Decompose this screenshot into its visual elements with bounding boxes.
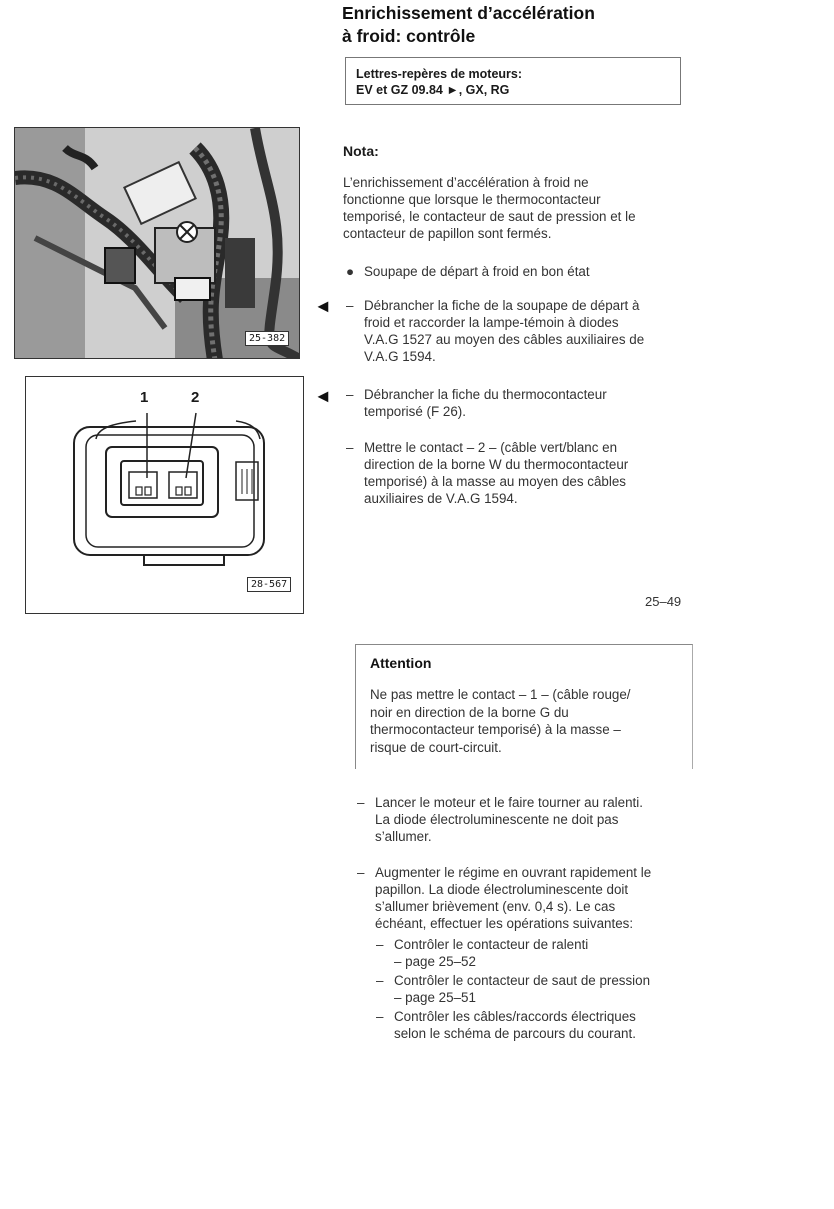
- list-item-line: Débrancher la fiche du thermocontacteur: [364, 387, 607, 402]
- list-item-line: Soupape de départ à froid en bon état: [364, 264, 590, 279]
- list-item-text: [394, 972, 650, 1006]
- title-line-1: Enrichissement d’accélération: [342, 3, 595, 23]
- nota-line: L’enrichissement d’accélération à froid ne: [343, 175, 589, 190]
- connector-reference: 28-567: [247, 577, 291, 592]
- page-title: [342, 2, 595, 48]
- dash-marker: –: [376, 937, 384, 952]
- page-reference: – page 25–52: [394, 954, 476, 969]
- list-item-line: s’allumer brièvement (env. 0,4 s). Le cas: [375, 899, 616, 914]
- list-item-text: [394, 936, 588, 970]
- list-item-line: Lancer le moteur et le faire tourner au ralenti.: [375, 795, 643, 810]
- list-item-line: Mettre le contact – 2 – (câble vert/blanc en: [364, 440, 618, 455]
- list-item-line: Augmenter le régime en ouvrant rapidement le: [375, 865, 652, 880]
- list-item-text: [364, 297, 644, 365]
- list-item-step: [346, 386, 691, 422]
- list-item-line: temporisé (F 26).: [364, 404, 466, 419]
- list-item-line: La diode électroluminescente ne doit pas: [375, 812, 619, 827]
- connector-diagram: [25, 376, 304, 614]
- list-item-line: V.A.G 1594.: [364, 349, 436, 364]
- page-number: 25–49: [645, 594, 682, 609]
- list-item-text: [364, 263, 590, 280]
- list-item-line: s’allumer.: [375, 829, 432, 844]
- list-item-line: papillon. La diode électroluminescente doit: [375, 882, 629, 897]
- list-item-line: Débrancher la fiche de la soupape de départ à: [364, 298, 640, 313]
- dash-marker: –: [346, 298, 354, 313]
- list-item-line: auxiliaires de V.A.G 1594.: [364, 491, 518, 506]
- sub-list-item: [376, 1008, 706, 1044]
- nota-line: contacteur de papillon sont fermés.: [343, 226, 552, 241]
- list-item-text: [364, 386, 607, 420]
- page-reference: – page 25–51: [394, 990, 476, 1005]
- list-item-text: [375, 794, 643, 845]
- dash-marker: –: [357, 795, 365, 810]
- list-item-step: [346, 439, 691, 511]
- attention-line: noir en direction de la borne G du: [370, 704, 569, 720]
- engine-bay-illustration: [15, 128, 300, 359]
- list-item-text: [394, 1008, 636, 1042]
- dash-marker: –: [346, 440, 354, 455]
- list-item-line: Contrôler le contacteur de ralenti: [394, 937, 589, 952]
- connector-label-1: 1: [140, 389, 149, 406]
- list-item-step: [357, 794, 702, 848]
- list-item-line: froid et raccorder la lampe-témoin à diodes: [364, 315, 619, 330]
- attention-heading: Attention: [370, 655, 432, 671]
- connector-label-2: 2: [191, 389, 200, 406]
- nota-heading: Nota:: [343, 143, 379, 159]
- list-item-text: [364, 439, 628, 507]
- dash-marker: –: [376, 973, 384, 988]
- attention-line: Ne pas mettre le contact – 1 – (câble rouge/: [370, 687, 631, 702]
- figure-pointer-arrow: ◄: [314, 296, 332, 316]
- engine-bay-photo: [14, 127, 300, 359]
- attention-line: thermocontacteur temporisé) à la masse –: [370, 722, 621, 737]
- figure-pointer-arrow: ◄: [314, 386, 332, 406]
- list-item-line: V.A.G 1527 au moyen des câbles auxiliaires de: [364, 332, 645, 347]
- nota-line: temporisé, le contacteur de saut de pression et le: [343, 209, 636, 224]
- list-item-line: direction de la borne W du thermocontacteur: [364, 457, 629, 472]
- dash-marker: –: [346, 387, 354, 402]
- nota-text: [343, 174, 636, 242]
- attention-box: [355, 644, 693, 769]
- list-item-step: [346, 297, 691, 369]
- list-item-prerequisite: [346, 263, 686, 283]
- title-line-2: à froid: contrôle: [342, 26, 476, 46]
- list-item-line: Contrôler le contacteur de saut de pression: [394, 973, 651, 988]
- list-item-line: selon le schéma de parcours du courant.: [394, 1026, 636, 1041]
- photo-reference: 25-382: [245, 331, 289, 346]
- engine-codes-value: EV et GZ 09.84 ►, GX, RG: [356, 83, 510, 97]
- list-item-step: [357, 864, 702, 936]
- sub-list-item: [376, 972, 706, 1008]
- attention-text: [370, 686, 631, 756]
- dash-marker: –: [357, 865, 365, 880]
- list-item-line: Contrôler les câbles/raccords électriques: [394, 1009, 636, 1024]
- engine-codes-label: Lettres-repères de moteurs:: [356, 67, 523, 81]
- attention-line: risque de court-circuit.: [370, 739, 502, 755]
- bullet-marker: ●: [346, 264, 355, 279]
- dash-marker: –: [376, 1009, 384, 1024]
- sub-list-item: [376, 936, 706, 972]
- nota-line: fonctionne que lorsque le thermocontacteur: [343, 192, 601, 207]
- list-item-text: [375, 864, 651, 932]
- list-item-line: temporisé) à la masse au moyen des câbles: [364, 474, 626, 489]
- engine-codes-box: [345, 57, 681, 105]
- list-item-line: échéant, effectuer les opérations suivantes:: [375, 916, 634, 931]
